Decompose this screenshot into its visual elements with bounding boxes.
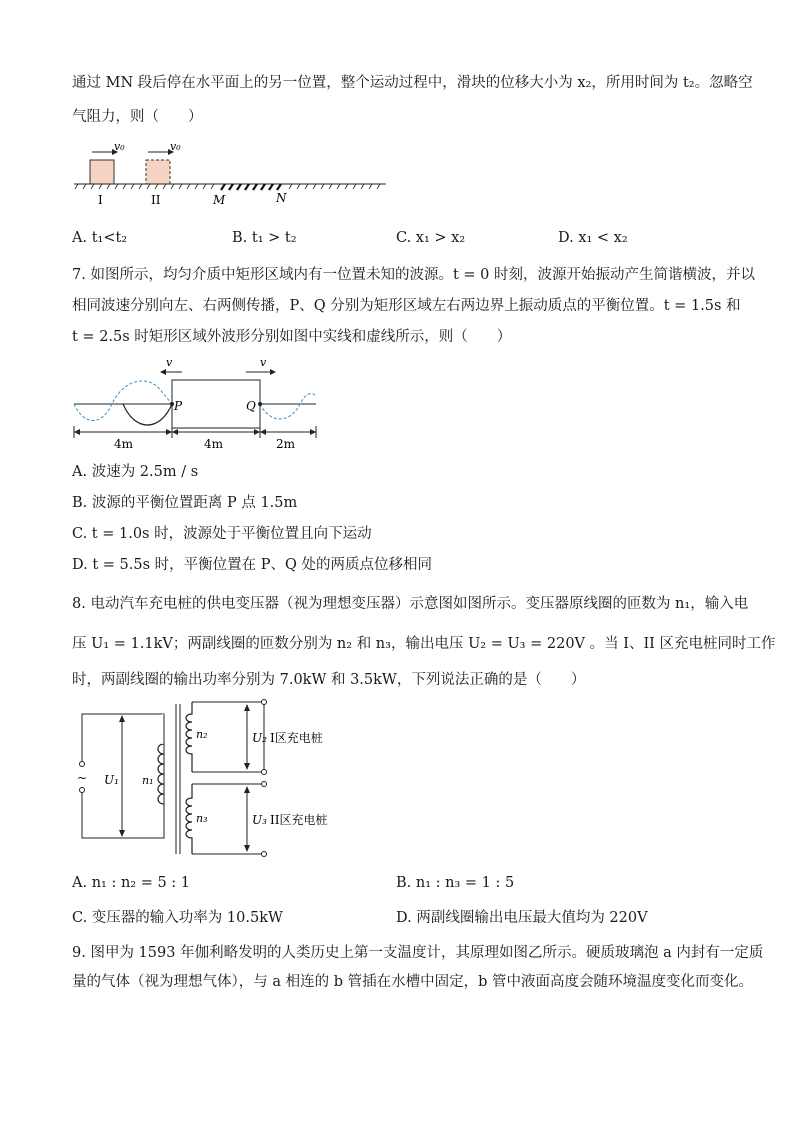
n2-label: n₂ bbox=[196, 728, 208, 741]
v0-label-2: v₀ bbox=[170, 140, 181, 153]
q8-line-1: 8. 电动汽车充电桩的供电变压器（视为理想变压器）示意图如图所示。变压器原线圈的匝数为 n₁，输入电 bbox=[72, 596, 749, 612]
label-N: N bbox=[276, 191, 287, 205]
q8-option-a: A. n₁ : n₂ = 5 : 1 bbox=[72, 875, 191, 891]
label-M: M bbox=[213, 193, 226, 207]
label-Q: Q bbox=[246, 399, 256, 413]
n1-label: n₁ bbox=[142, 774, 154, 787]
solid-wave-left bbox=[123, 404, 172, 425]
dim-4m-mid: 4m bbox=[204, 437, 224, 451]
q6-option-b: B. t₁ > t₂ bbox=[232, 230, 297, 246]
U1-label: U₁ bbox=[104, 773, 119, 787]
primary-coil bbox=[158, 744, 164, 804]
label-I: I bbox=[98, 193, 103, 207]
block-I bbox=[90, 160, 114, 184]
v-label-left: v bbox=[166, 356, 173, 369]
dim-4m-left: 4m bbox=[114, 437, 134, 451]
intro-line-2: 气阻力，则（ ） bbox=[72, 109, 203, 125]
q6-figure bbox=[70, 138, 390, 210]
zone-1-label: I区充电桩 bbox=[270, 731, 323, 745]
q9-line-2: 量的气体（视为理想气体），与 a 相连的 b 管插在水槽中固定，b 管中液面高度会随环境温度变化而变化。 bbox=[72, 974, 754, 990]
label-P: P bbox=[174, 399, 183, 413]
secondary-coil-2 bbox=[186, 784, 192, 854]
q7-wave-figure bbox=[70, 352, 322, 452]
q7-line-3: t = 2.5s 时矩形区域外波形分别如图中实线和虚线所示，则（ ） bbox=[72, 329, 512, 345]
v-label-right: v bbox=[260, 356, 267, 369]
q7-option-c: C. t = 1.0s 时，波源处于平衡位置且向下运动 bbox=[72, 526, 372, 542]
dim-2m: 2m bbox=[276, 437, 296, 451]
q7-line-1: 7. 如图所示，均匀介质中矩形区域内有一位置未知的波源。t = 0 时刻，波源开始振动产生简谐横波，并以 bbox=[72, 267, 755, 283]
zone-2-label: II区充电桩 bbox=[270, 813, 328, 827]
block-II bbox=[146, 160, 170, 184]
q7-option-b: B. 波源的平衡位置距离 P 点 1.5m bbox=[72, 495, 298, 511]
q7-line-2: 相同波速分别向左、右两侧传播，P、Q 分别为矩形区域左右两边界上振动质点的平衡位置。t = 1.5s 和 bbox=[72, 298, 741, 314]
n3-label: n₃ bbox=[196, 812, 208, 825]
q8-transformer-figure bbox=[72, 698, 362, 860]
q6-option-c: C. x₁ > x₂ bbox=[396, 230, 466, 246]
q6-option-a: A. t₁<t₂ bbox=[72, 230, 128, 246]
q8-option-b: B. n₁ : n₃ = 1 : 5 bbox=[396, 875, 515, 891]
label-II: II bbox=[151, 193, 161, 207]
q7-option-a: A. 波速为 2.5m / s bbox=[72, 464, 199, 480]
q9-line-1: 9. 图甲为 1593 年伽利略发明的人类历史上第一支温度计，其原理如图乙所示。硬质玻璃泡 a 内封有一定质 bbox=[72, 945, 764, 961]
secondary-coil-1 bbox=[186, 702, 192, 772]
q8-option-c: C. 变压器的输入功率为 10.5kW bbox=[72, 910, 283, 926]
U3-label: U₃ bbox=[252, 813, 267, 827]
q6-option-d: D. x₁ < x₂ bbox=[558, 230, 628, 246]
dashed-wave-right bbox=[260, 394, 316, 419]
q8-line-2: 压 U₁ = 1.1kV；两副线圈的匝数分别为 n₂ 和 n₃，输出电压 U₂ = U₃ = 220V 。当 I、II 区充电桩同时工作 bbox=[72, 636, 776, 652]
q7-option-d: D. t = 5.5s 时，平衡位置在 P、Q 处的两质点位移相同 bbox=[72, 557, 432, 573]
ac-source-symbol: ~ bbox=[77, 771, 88, 785]
q8-line-3: 时，两副线圈的输出功率分别为 7.0kW 和 3.5kW，下列说法正确的是（ ） bbox=[72, 672, 586, 688]
v0-label-1: v₀ bbox=[114, 140, 125, 153]
U2-label: U₂ bbox=[252, 731, 267, 745]
q8-option-d: D. 两副线圈输出电压最大值均为 220V bbox=[396, 910, 648, 926]
intro-line-1: 通过 MN 段后停在水平面上的另一位置，整个运动过程中，滑块的位移大小为 x₂，所用时间为 t₂。忽略空 bbox=[72, 75, 753, 91]
dashed-wave-left bbox=[74, 381, 172, 421]
